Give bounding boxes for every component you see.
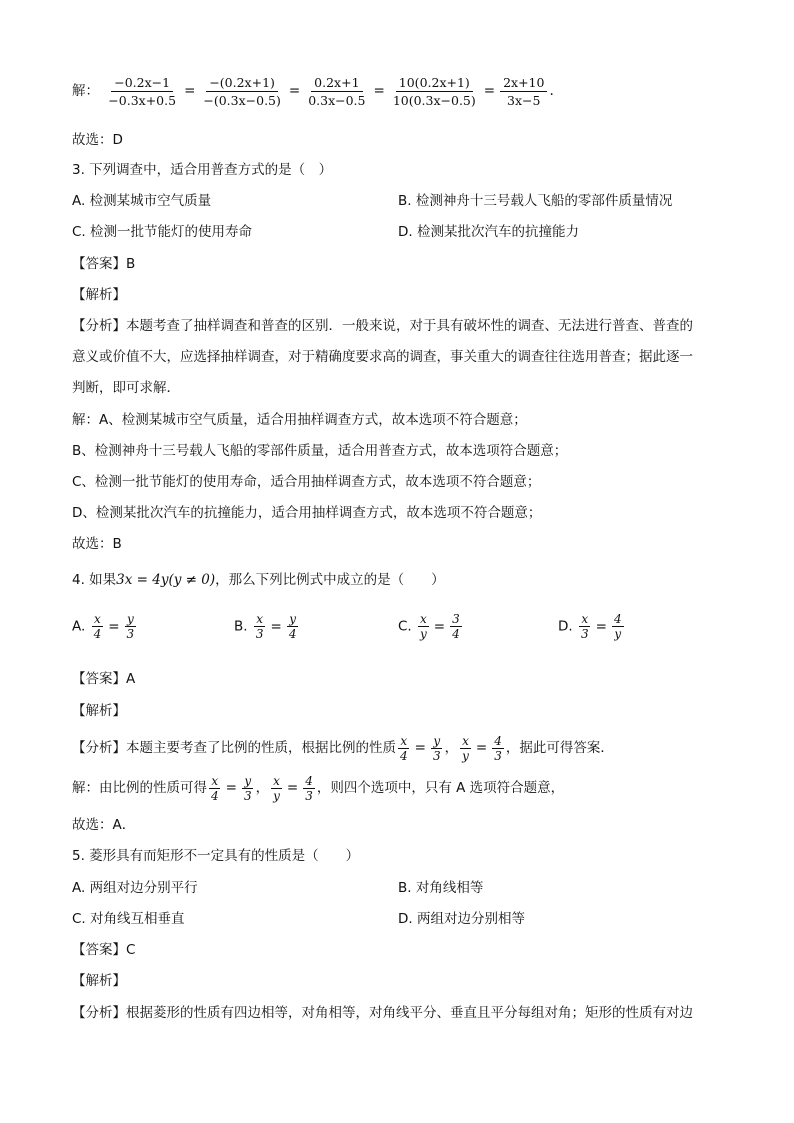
q3-option-b: B. 检测神舟十三号载人飞船的零部件质量情况 [398, 193, 673, 209]
fraction-1: $\frac{-0.2x-1}{-0.3x+0.5}$ [108, 74, 177, 108]
q4-jiexi: 【解析】 [72, 703, 126, 719]
q3-stem: 3. 下列调查中，适合用普查方式的是（ ） [72, 162, 333, 178]
q5-jiexi: 【解析】 [72, 973, 126, 989]
q3-solution-d: D、检测某批次汽车的抗撞能力，适合用抽样调查方式，故本选项不符合题意； [72, 505, 542, 521]
q4-choice: 故选：A． [72, 817, 136, 833]
q3-option-d: D. 检测某批次汽车的抗撞能力 [398, 224, 579, 240]
q5-option-a: A. 两组对边分别平行 [72, 880, 198, 896]
period: . [549, 83, 554, 99]
q4-option-d: D. $\frac{x}{3}$ = $\frac{4}{y}$ [558, 612, 622, 641]
fraction-3: $\frac{0.2x+1}{0.3x-0.5}$ [308, 74, 366, 108]
fraction-4: $\frac{10(0.2x+1)}{10(0.3x-0.5)}$ [392, 74, 476, 108]
q4-condition: 3x = 4y(y ≠ 0) [116, 572, 216, 588]
q5-analysis-1: 【分析】根据菱形的性质有四边相等，对角相等，对角线平分、垂直且平分每组对角；矩形的性质有对边 [72, 1005, 693, 1021]
q4-option-a: A. $\frac{x}{4}$ = $\frac{y}{3}$ [72, 612, 135, 641]
fraction-2: $\frac{-(0.2x+1)}{-(0.3x-0.5)}$ [203, 74, 281, 108]
q2-choice: 故选：D [72, 132, 123, 148]
q5-stem: 5. 菱形具有而矩形不一定具有的性质是（ ） [72, 848, 360, 864]
q2-solution-line: 解： $\frac{-0.2x-1}{-0.3x+0.5}$ = $\frac{-(0.2x+1)}{-(0.3x-0.5)}$ = $\frac{0.2x+1}{0.3x-0.5}$ = $\frac{10(0.2x+1)}{10(0.3x-0.5)}$ = $\frac{2x+10}{3x-5}$ . [72, 74, 554, 108]
q5-answer: 【答案】C [72, 942, 136, 958]
q5-option-b: B. 对角线相等 [398, 880, 484, 896]
q3-option-a: A. 检测某城市空气质量 [72, 193, 212, 209]
q3-answer: 【答案】B [72, 256, 136, 272]
q3-choice: 故选：B [72, 536, 122, 552]
q4-solution: 解：由比例的性质可得 $\frac{x}{4}$ = $\frac{y}{3}$ ， $\frac{x}{y}$ = $\frac{4}{3}$ ，则四个选项中，只有 A 选项符合题意， [72, 773, 565, 803]
q5-option-c: C. 对角线互相垂直 [72, 911, 185, 927]
q3-analysis-3: 判断，即可求解． [72, 380, 180, 396]
q3-solution-a: 解：A、检测某城市空气质量，适合用抽样调查方式，故本选项不符合题意； [72, 412, 527, 428]
q4-stem: 4. 如果3x = 4y(y ≠ 0)，那么下列比例式中成立的是（ ） [72, 572, 445, 588]
q3-solution-c: C、检测一批节能灯的使用寿命，适合用抽样调查方式，故本选项不符合题意； [72, 474, 541, 490]
fraction-5: $\frac{2x+10}{3x-5}$ [500, 75, 547, 108]
q3-analysis-1: 【分析】本题考查了抽样调查和普查的区别．一般来说，对于具有破坏性的调查、无法进行普查、普查的 [72, 318, 693, 334]
q3-solution-b: B、检测神舟十三号载人飞船的零部件质量，适合用普查方式，故本选项符合题意； [72, 443, 568, 459]
q5-option-d: D. 两组对边分别相等 [398, 911, 525, 927]
q4-analysis: 【分析】本题主要考查了比例的性质，根据比例的性质 $\frac{x}{4}$ = $\frac{y}{3}$ ， $\frac{x}{y}$ = $\frac{4}{3}$ ，据此可得答案． [72, 733, 614, 763]
q3-analysis-2: 意义或价值不大，应选择抽样调查，对于精确度要求高的调查，事关重大的调查往往选用普查；据此逐一 [72, 349, 693, 365]
q3-option-c: C. 检测一批节能灯的使用寿命 [72, 224, 253, 240]
q4-option-b: B. $\frac{x}{3}$ = $\frac{y}{4}$ [234, 612, 297, 641]
q3-jiexi: 【解析】 [72, 287, 126, 303]
solution-prefix: 解： [72, 83, 99, 99]
q4-option-c: C. $\frac{x}{y}$ = $\frac{3}{4}$ [398, 612, 460, 641]
q4-answer: 【答案】A [72, 671, 136, 687]
